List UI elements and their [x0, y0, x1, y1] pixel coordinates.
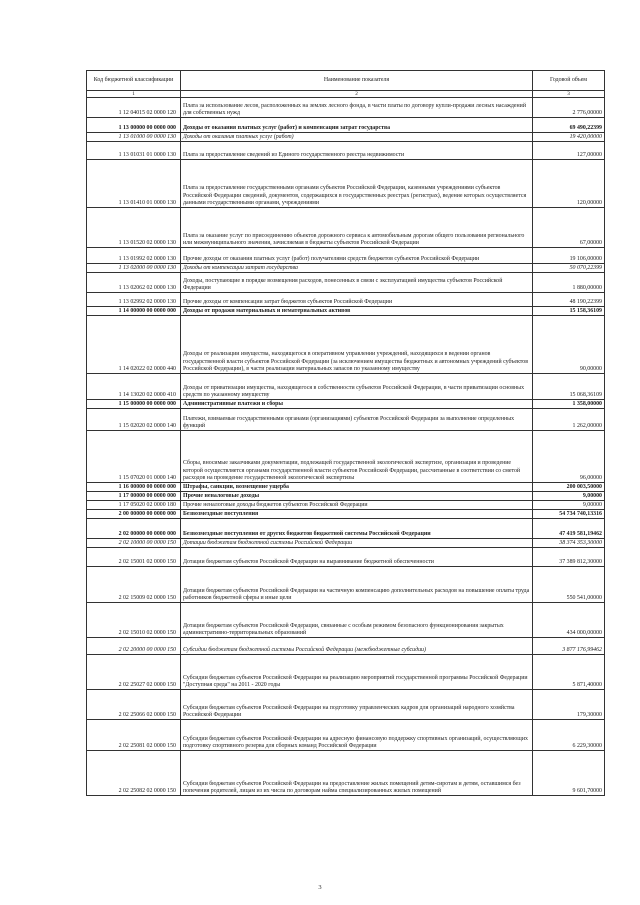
row-code: 2 02 15009 02 0000 150 [87, 567, 181, 603]
index-3: 3 [533, 91, 605, 98]
budget-page [86, 70, 602, 796]
index-1: 1 [87, 91, 181, 98]
row-name: Доходы от оказания платных услуг (работ) и компенсации затрат государства [181, 118, 533, 133]
table-row [87, 293, 605, 307]
table-index-row [87, 91, 605, 98]
row-value: 54 734 740,13316 [533, 510, 605, 519]
row-name: Доходы от приватизации имущества, находящегося в собственности субъектов Российской Федерации, в части приватизации основных средств по указанному имуществу [181, 374, 533, 400]
row-value: 15 068,36109 [533, 374, 605, 400]
row-code: 1 13 02062 02 0000 130 [87, 273, 181, 293]
row-name: Плата за предоставление государственными органами субъектов Российской Федерации, казенными учреждениями субъектов Российской Федерации сведений, документов, содержащихся в государственных реестрах (регистрах), ведение которых осуществляется данными государственными органами, учреждениями [181, 160, 533, 208]
table-row [87, 98, 605, 118]
row-name: Субсидии бюджетам субъектов Российской Федерации на реализацию мероприятий государственной программы Российской Федерации "Доступная среда" на 2011 - 2020 годы [181, 655, 533, 690]
row-value: 15 158,36109 [533, 307, 605, 316]
row-code: 1 13 01031 01 0000 130 [87, 142, 181, 160]
row-code: 1 13 00000 00 0000 000 [87, 118, 181, 133]
table-row [87, 118, 605, 133]
table-row [87, 316, 605, 374]
row-code: 2 02 15001 02 0000 150 [87, 548, 181, 567]
table-row [87, 133, 605, 142]
row-value: 90,00000 [533, 316, 605, 374]
row-value: 38 374 353,30000 [533, 539, 605, 548]
row-value: 69 490,22399 [533, 118, 605, 133]
table-row [87, 273, 605, 293]
table-row [87, 248, 605, 264]
row-name: Доходы, поступающие в порядке возмещения расходов, понесенных в связи с эксплуатацией имущества субъектов Российской Федерации [181, 273, 533, 293]
row-name: Безвозмездные поступления от других бюджетов бюджетной системы Российской Федерации [181, 519, 533, 539]
row-code: 1 16 00000 00 0000 000 [87, 483, 181, 492]
row-name: Прочие неналоговые доходы бюджетов субъектов Российской Федерации [181, 501, 533, 510]
row-value: 1 358,00000 [533, 400, 605, 409]
row-code: 2 02 25066 02 0000 150 [87, 690, 181, 720]
row-name: Штрафы, санкции, возмещение ущерба [181, 483, 533, 492]
table-row [87, 638, 605, 655]
row-code: 2 02 25081 02 0000 150 [87, 720, 181, 751]
row-value: 19 106,00000 [533, 248, 605, 264]
row-value: 37 389 812,30000 [533, 548, 605, 567]
row-value: 96,00000 [533, 431, 605, 483]
row-value: 19 420,00000 [533, 133, 605, 142]
row-name: Безвозмездные поступления [181, 510, 533, 519]
row-code: 1 13 02992 02 0000 130 [87, 293, 181, 307]
row-value: 3 877 176,99462 [533, 638, 605, 655]
row-code: 2 02 25082 02 0000 150 [87, 751, 181, 796]
table-row [87, 751, 605, 796]
table-row [87, 431, 605, 483]
table-row [87, 519, 605, 539]
row-code: 1 13 01000 00 0000 130 [87, 133, 181, 142]
table-header-row [87, 71, 605, 91]
row-code: 2 00 00000 00 0000 000 [87, 510, 181, 519]
table-row [87, 567, 605, 603]
row-name: Платежи, взимаемые государственными органами (организациями) субъектов Российской Федерации за выполнение определенных функций [181, 409, 533, 431]
table-row [87, 510, 605, 519]
row-name: Субсидии бюджетам субъектов Российской Федерации на предоставление жилых помещений детям-сиротам и детям, оставшимся без попечения родителей, лицам из их числа по договорам найма специализированных жилых помещений [181, 751, 533, 796]
row-value: 179,30000 [533, 690, 605, 720]
table-row [87, 603, 605, 638]
table-row [87, 548, 605, 567]
table-row [87, 501, 605, 510]
row-name: Доходы от оказания платных услуг (работ) [181, 133, 533, 142]
row-name: Дотации бюджетам субъектов Российской Федерации, связанные с особым режимом безопасного функционирования закрытых административно-территориальных образований [181, 603, 533, 638]
row-value: 50 070,22399 [533, 264, 605, 273]
row-name: Прочие неналоговые доходы [181, 492, 533, 501]
table-row [87, 539, 605, 548]
row-value: 9,00000 [533, 492, 605, 501]
row-value: 48 190,22399 [533, 293, 605, 307]
table-row [87, 492, 605, 501]
row-code: 1 15 07020 01 0000 140 [87, 431, 181, 483]
row-value: 67,00000 [533, 208, 605, 248]
row-name: Субсидии бюджетам субъектов Российской Федерации на адресную финансовую поддержку спортивных организаций, осуществляющих подготовку спортивного резерва для сборных команд Российской Федерации [181, 720, 533, 751]
row-value: 127,00000 [533, 142, 605, 160]
table-row [87, 264, 605, 273]
table-row [87, 690, 605, 720]
index-2: 2 [181, 91, 533, 98]
table-row [87, 374, 605, 400]
row-code: 1 14 02022 02 0000 440 [87, 316, 181, 374]
row-value: 434 000,00000 [533, 603, 605, 638]
table-row [87, 655, 605, 690]
budget-income-table [86, 70, 605, 796]
row-name: Плата за предоставление сведений из Единого государственного реестра недвижимости [181, 142, 533, 160]
row-code: 1 13 02000 00 0000 130 [87, 264, 181, 273]
row-code: 1 17 05020 02 0000 180 [87, 501, 181, 510]
row-name: Дотации бюджетам бюджетной системы Российской Федерации [181, 539, 533, 548]
row-name: Субсидии бюджетам субъектов Российской Федерации на подготовку управленческих кадров для организаций народного хозяйства Российской Федерации [181, 690, 533, 720]
table-row [87, 142, 605, 160]
row-code: 2 02 25027 02 0000 150 [87, 655, 181, 690]
row-value: 47 419 581,19462 [533, 519, 605, 539]
header-code: Код бюджетной классификации [87, 71, 181, 91]
table-row [87, 160, 605, 208]
row-value: 6 229,30000 [533, 720, 605, 751]
row-value: 120,00000 [533, 160, 605, 208]
row-code: 2 02 15010 02 0000 150 [87, 603, 181, 638]
row-name: Плата за оказание услуг по присоединению объектов дорожного сервиса к автомобильным дорогам общего пользования регионального или межмуниципального значения, зачисляемая в бюджеты субъектов Российской Федерации [181, 208, 533, 248]
row-name: Дотации бюджетам субъектов Российской Федерации на частичную компенсацию дополнительных расходов на повышение оплаты труда работников бюджетной сферы и иные цели [181, 567, 533, 603]
row-name: Плата за использование лесов, расположенных на землях лесного фонда, в части платы по договору купли-продажи лесных насаждений для собственных нужд [181, 98, 533, 118]
row-code: 1 13 01410 01 0000 130 [87, 160, 181, 208]
row-name: Доходы от компенсации затрат государства [181, 264, 533, 273]
row-value: 2 776,00000 [533, 98, 605, 118]
row-name: Дотации бюджетам субъектов Российской Федерации на выравнивание бюджетной обеспеченности [181, 548, 533, 567]
row-code: 1 15 00000 00 0000 000 [87, 400, 181, 409]
table-row [87, 208, 605, 248]
row-name: Административные платежи и сборы [181, 400, 533, 409]
table-row [87, 720, 605, 751]
table-row [87, 409, 605, 431]
row-code: 2 02 10000 00 0000 150 [87, 539, 181, 548]
row-value: 5 871,40000 [533, 655, 605, 690]
row-code: 1 13 01992 02 0000 130 [87, 248, 181, 264]
table-body [87, 98, 605, 796]
row-value: 1 262,00000 [533, 409, 605, 431]
table-row [87, 483, 605, 492]
row-value: 9 601,70000 [533, 751, 605, 796]
row-code: 1 13 01520 02 0000 130 [87, 208, 181, 248]
row-name: Субсидии бюджетам бюджетной системы Российской Федерации (межбюджетные субсидии) [181, 638, 533, 655]
row-value: 1 880,00000 [533, 273, 605, 293]
row-name: Доходы от реализации имущества, находящегося в оперативном управлении учреждений, находящихся в ведении органов государственной власти субъектов Российской Федерации (за исключением имущества бюджетных и автономных учреждений субъектов Российской Федерации), в части реализации материальных запасов по указанному имуществу [181, 316, 533, 374]
row-name: Прочие доходы от оказания платных услуг (работ) получателями средств бюджетов субъектов Российской Федерации [181, 248, 533, 264]
row-code: 1 17 00000 00 0000 000 [87, 492, 181, 501]
row-code: 2 02 00000 00 0000 000 [87, 519, 181, 539]
header-value: Годовой объем [533, 71, 605, 91]
row-code: 1 15 02020 02 0000 140 [87, 409, 181, 431]
table-row [87, 307, 605, 316]
row-code: 1 12 04015 02 0000 120 [87, 98, 181, 118]
row-name: Сборы, вносимые заказчиками документации, подлежащей государственной экологической экспертизе, организация и проведение которой осуществляется органами государственной власти субъектов Российской Федерации, рассчитанные в соответствии со сметой расходов на проведение государственной экологической экспертизы [181, 431, 533, 483]
row-code: 1 14 00000 00 0000 000 [87, 307, 181, 316]
row-name: Доходы от продажи материальных и нематериальных активов [181, 307, 533, 316]
table-row [87, 400, 605, 409]
row-value: 9,00000 [533, 501, 605, 510]
row-name: Прочие доходы от компенсации затрат бюджетов субъектов Российской Федерации [181, 293, 533, 307]
header-name: Наименование показателя [181, 71, 533, 91]
page-number: 3 [318, 884, 322, 891]
row-value: 200 003,50000 [533, 483, 605, 492]
row-code: 1 14 13020 02 0000 410 [87, 374, 181, 400]
row-value: 550 541,00000 [533, 567, 605, 603]
row-code: 2 02 20000 00 0000 150 [87, 638, 181, 655]
